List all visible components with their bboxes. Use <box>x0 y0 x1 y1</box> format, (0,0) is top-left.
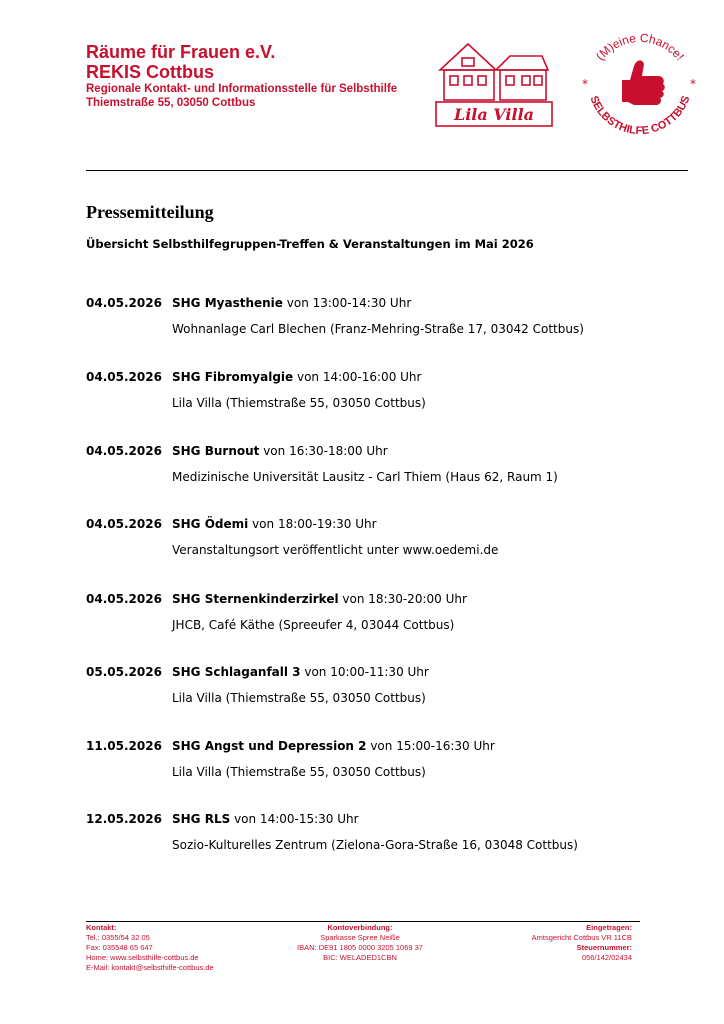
page-title: Pressemitteilung <box>86 202 214 222</box>
event-time: von 18:30-20:00 Uhr <box>338 592 467 606</box>
contact-website: Home: www.selbsthilfe-cottbus.de <box>86 953 199 962</box>
registration-value: Amtsgericht Cottbus VR 11CB <box>531 933 632 942</box>
organization-header <box>86 42 397 110</box>
event-location: Veranstaltungsort veröffentlicht unter www.oedemi.de <box>172 543 499 557</box>
logo-caption: SELBSTHILFE COTTBUS <box>587 94 693 138</box>
event-date: 11.05.2026 <box>86 739 162 753</box>
footer-contact <box>86 923 214 973</box>
meine-chance-logo <box>570 20 710 150</box>
event-time: von 13:00-14:30 Uhr <box>282 296 412 310</box>
org-subname: REKIS Cottbus <box>86 62 214 82</box>
event-date: 04.05.2026 <box>86 517 162 531</box>
bank-iban: IBAN: DE91 1805 0000 3205 1069 37 <box>297 943 423 952</box>
svg-text:*: * <box>690 77 696 91</box>
event-date: 04.05.2026 <box>86 296 162 310</box>
bank-bic: BIC: WELADED1CBN <box>323 953 397 962</box>
org-address: Thiemstraße 55, 03050 Cottbus <box>86 97 256 109</box>
bank-name: Sparkasse Spree Neiße <box>320 933 400 942</box>
bank-heading: Kontoverbindung: <box>327 923 393 932</box>
event-location: Wohnanlage Carl Blechen (Franz-Mehring-Straße 17, 03042 Cottbus) <box>172 322 584 336</box>
event-time: von 14:00-16:00 Uhr <box>293 370 422 384</box>
event-time: von 16:30-18:00 Uhr <box>259 444 388 458</box>
event-group: SHG Sternenkinderzirkel <box>172 592 339 606</box>
event-date: 12.05.2026 <box>86 812 162 826</box>
event-group: SHG RLS <box>172 812 231 826</box>
event-date: 04.05.2026 <box>86 592 162 606</box>
org-description: Regionale Kontakt- und Informationsstelle für Selbsthilfe <box>86 83 398 95</box>
lila-villa-text: Lila Villa <box>453 105 535 124</box>
footer-registration <box>490 923 632 963</box>
event-location: Lila Villa (Thiemstraße 55, 03050 Cottbus) <box>172 765 426 779</box>
event-date: 05.05.2026 <box>86 665 162 679</box>
event-group: SHG Burnout <box>172 444 260 458</box>
event-group: SHG Myasthenie <box>172 296 283 310</box>
event-time: von 10:00-11:30 Uhr <box>300 665 429 679</box>
event-time: von 18:00-19:30 Uhr <box>248 517 377 531</box>
event-group: SHG Ödemi <box>172 517 249 531</box>
footer-divider <box>86 921 640 922</box>
event-location: JHCB, Café Käthe (Spreeufer 4, 03044 Cottbus) <box>172 618 455 632</box>
thumbs-up-icon <box>622 60 665 105</box>
event-time: von 14:00-15:30 Uhr <box>230 812 359 826</box>
event-location: Lila Villa (Thiemstraße 55, 03050 Cottbus) <box>172 691 426 705</box>
event-group: SHG Fibromyalgie <box>172 370 294 384</box>
header-divider <box>86 170 688 171</box>
registration-heading: Eingetragen: <box>586 923 632 932</box>
event-location: Lila Villa (Thiemstraße 55, 03050 Cottbus) <box>172 396 426 410</box>
lila-villa-logo <box>430 38 556 128</box>
page-subtitle: Übersicht Selbsthilfegruppen-Treffen & Veranstaltungen im Mai 2026 <box>86 237 534 251</box>
contact-fax: Fax: 035548 65 647 <box>86 943 153 952</box>
logo-slogan: (M)eine Chance! <box>593 30 687 64</box>
tax-value: 056/142/02434 <box>581 953 632 962</box>
footer-bank <box>280 923 440 963</box>
event-group: SHG Schlaganfall 3 <box>172 665 301 679</box>
event-group: SHG Angst und Depression 2 <box>172 739 367 753</box>
event-date: 04.05.2026 <box>86 370 162 384</box>
org-name: Räume für Frauen e.V. <box>86 42 276 62</box>
event-location: Medizinische Universität Lausitz - Carl Thiem (Haus 62, Raum 1) <box>172 470 558 484</box>
event-date: 04.05.2026 <box>86 444 162 458</box>
contact-phone: Tel.: 0355/54 32 05 <box>86 933 150 942</box>
event-time: von 15:00-16:30 Uhr <box>366 739 495 753</box>
tax-heading: Steuernummer: <box>576 943 632 952</box>
event-location: Sozio-Kulturelles Zentrum (Zielona-Gora-Straße 16, 03048 Cottbus) <box>172 838 578 852</box>
contact-email: E-Mail: kontakt@selbsthilfe-cottbus.de <box>86 963 214 972</box>
contact-heading: Kontakt: <box>86 923 117 932</box>
svg-text:*: * <box>582 77 588 91</box>
